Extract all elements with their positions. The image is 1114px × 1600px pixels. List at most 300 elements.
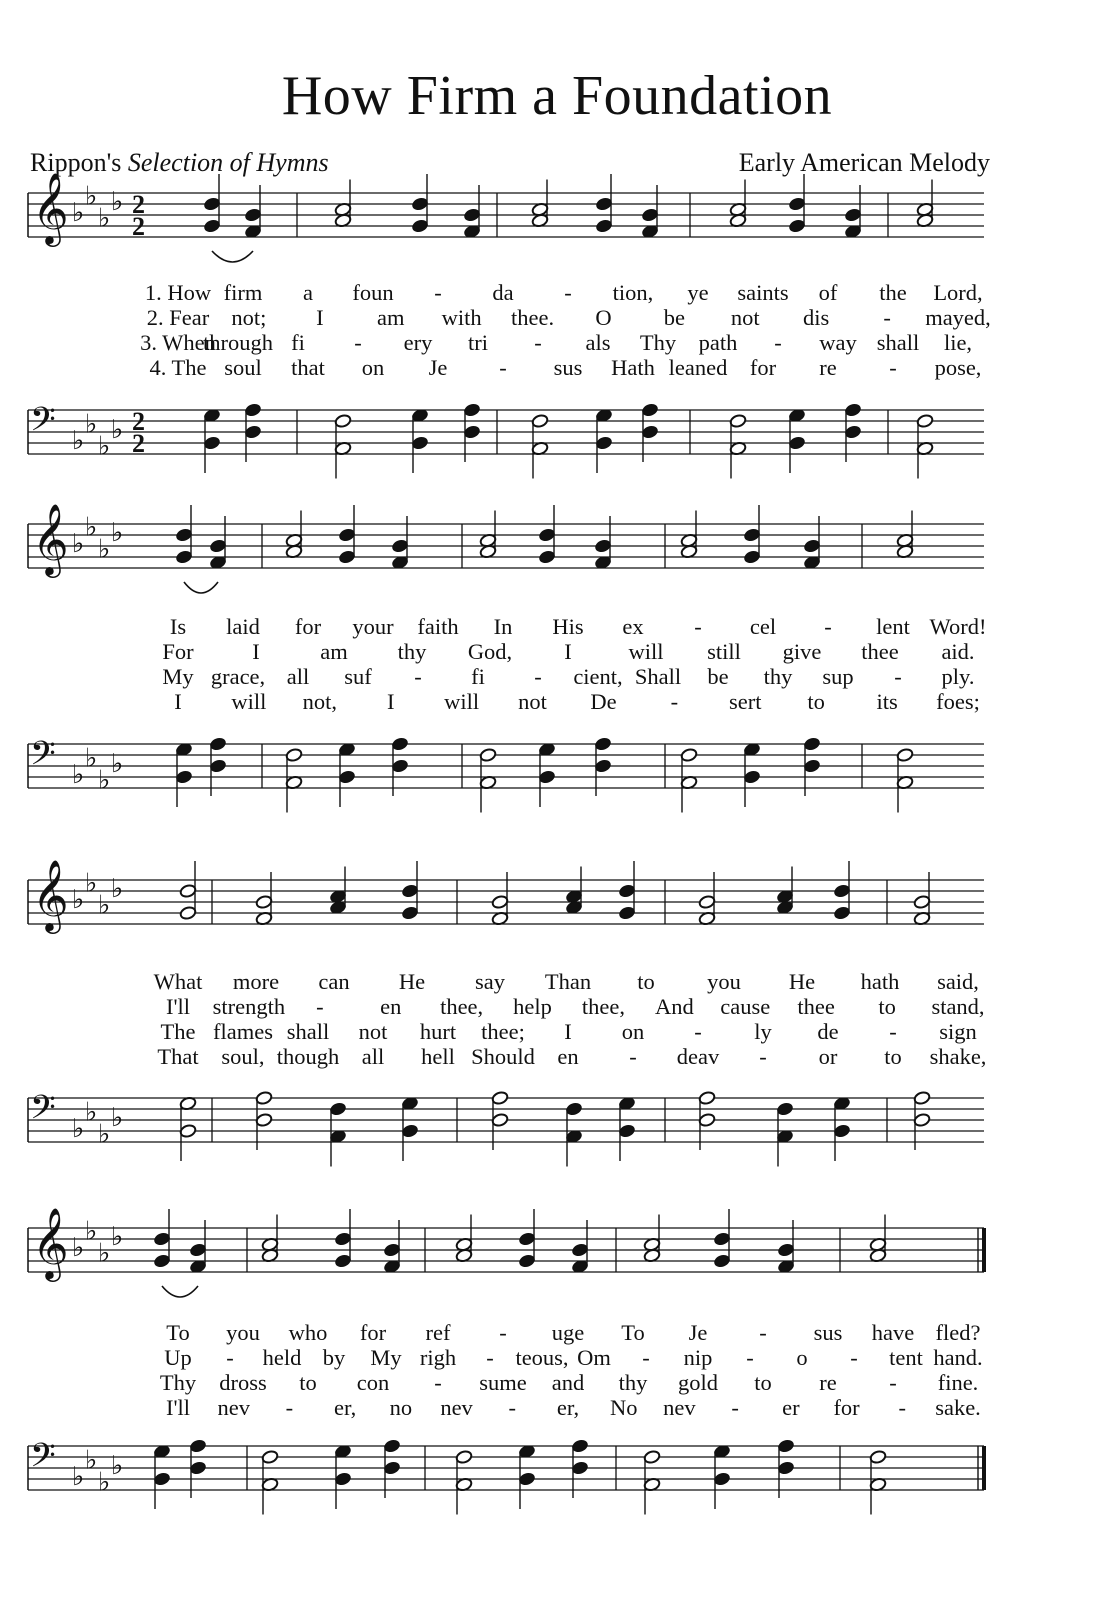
bass-note (698, 1091, 716, 1106)
bass-note (189, 1439, 207, 1454)
treble-note (491, 895, 509, 910)
lyric-syllable: - (629, 1044, 637, 1069)
words-credit-author: Rippon's (30, 148, 122, 177)
lyric-syllable: ye (687, 280, 709, 305)
lyric-syllable: ly (754, 1019, 772, 1044)
lyric-syllable: - (889, 1019, 897, 1044)
lyric-syllable: Thy (159, 1370, 197, 1395)
lyric-syllable: cause (720, 994, 771, 1019)
flat-icon: ♭ (98, 890, 111, 921)
bass-note (571, 1439, 589, 1454)
lyric-syllable: - (414, 664, 422, 689)
lyric-syllable: am (376, 305, 405, 330)
lyric-syllable: not; (231, 305, 267, 330)
treble-clef-icon: 𝄞 (32, 1206, 69, 1279)
lyric-syllable: I (316, 305, 324, 330)
lyric-syllable: suf (344, 664, 372, 689)
time-signature-top: 2 (132, 407, 145, 436)
lyric-syllable: - (534, 330, 542, 355)
lyric-syllable: ery (403, 330, 433, 355)
lyric-syllable: nev (217, 1395, 250, 1420)
final-barline-thick (982, 1228, 986, 1272)
bass-note (788, 436, 806, 451)
lyric-syllable: Is (169, 614, 187, 639)
lyric-syllable: will (444, 689, 480, 714)
lyric-syllable: not, (302, 689, 338, 714)
flat-icon: ♭ (111, 415, 124, 445)
lyric-syllable: - (746, 1345, 754, 1370)
lyric-syllable: He (398, 969, 426, 994)
lyric-syllable: sign (939, 1019, 977, 1044)
lyric-syllable: to (754, 1370, 772, 1395)
lyric-syllable: als (585, 330, 611, 355)
lyric-syllable: o (796, 1345, 808, 1370)
lyric-syllable: thy (763, 664, 793, 689)
final-barline-thick (982, 1446, 986, 1490)
bass-note (189, 1461, 207, 1476)
bass-note (896, 748, 914, 763)
lyric-syllable: have (871, 1320, 915, 1345)
lyric-syllable: for (294, 614, 322, 639)
lyric-syllable: foun (352, 280, 394, 305)
bass-note (538, 770, 556, 785)
lyric-syllable: No (609, 1395, 638, 1420)
lyric-syllable: - (564, 280, 572, 305)
flat-icon: ♭ (72, 760, 85, 790)
lyric-syllable: for (359, 1320, 387, 1345)
lyric-syllable: - (889, 1370, 897, 1395)
lyric-syllable: aid. (941, 639, 975, 664)
lyric-syllable: - (731, 1395, 739, 1420)
bass-note (401, 1124, 419, 1139)
lyric-syllable: stand, (931, 994, 985, 1019)
lyric-syllable: will (231, 689, 267, 714)
lyric-syllable: be (663, 305, 685, 330)
bass-note (531, 414, 549, 429)
lyric-syllable: by (322, 1345, 346, 1370)
flat-icon: ♭ (98, 431, 111, 462)
lyric-syllable: your (352, 614, 394, 639)
lyric-syllable: its (876, 689, 898, 714)
flat-icon: ♭ (85, 868, 98, 899)
lyric-syllable: way (819, 330, 857, 355)
lyric-syllable: To (621, 1320, 645, 1345)
treble-note (833, 884, 851, 899)
lyric-syllable: pose, (934, 355, 982, 380)
lyric-syllable: - (434, 1370, 442, 1395)
lyric-syllable: thy (397, 639, 427, 664)
lyric-syllable: fi (471, 664, 485, 689)
lyric-syllable: en (557, 1044, 579, 1069)
lyric-syllable: - (824, 614, 832, 639)
bass-clef-icon: 𝄢 (30, 735, 56, 781)
lyric-syllable: laid (226, 614, 260, 639)
lyric-syllable: saints (737, 280, 789, 305)
lyric-syllable: nev (663, 1395, 696, 1420)
bass-note (391, 737, 409, 752)
bass-note (209, 737, 227, 752)
lyric-syllable: path (698, 330, 738, 355)
lyric-syllable: con (356, 1370, 390, 1395)
lyric-syllable: give (782, 639, 822, 664)
lyric-syllable: sume (479, 1370, 527, 1395)
flat-icon: ♭ (111, 1451, 124, 1481)
treble-clef-icon: 𝄞 (32, 502, 69, 575)
bass-note (455, 1450, 473, 1465)
lyric-syllable: 1. How (144, 280, 212, 305)
flat-icon: ♭ (85, 181, 98, 212)
lyric-syllable: - (898, 1395, 907, 1420)
lyric-syllable: Om (577, 1345, 611, 1370)
treble-note (538, 550, 556, 565)
flat-icon: ♭ (111, 749, 124, 779)
lyric-syllable: - (434, 280, 442, 305)
bass-note (643, 1450, 661, 1465)
lyric-syllable: not (518, 689, 547, 714)
lyric-syllable: sus (553, 355, 583, 380)
lyric-syllable: hand. (933, 1345, 983, 1370)
bass-note (463, 403, 481, 418)
lyric-syllable: re (819, 1370, 837, 1395)
lyric-syllable: What (153, 969, 203, 994)
lyric-syllable: - (889, 355, 897, 380)
bass-note (203, 436, 221, 451)
bass-note (680, 748, 698, 763)
treble-note (698, 895, 716, 910)
lyric-syllable: grace, (210, 664, 266, 689)
treble-note (411, 197, 429, 212)
lyric-syllable: and (551, 1370, 585, 1395)
bass-note (844, 403, 862, 418)
treble-note (743, 528, 761, 543)
lyric-syllable: flames (213, 1019, 273, 1044)
lyric-syllable: soul (224, 355, 262, 380)
bass-note (179, 1124, 197, 1139)
lyric-syllable: - (694, 1019, 702, 1044)
lyric-syllable: the (879, 280, 907, 305)
lyric-syllable: lent (876, 614, 910, 639)
bass-note (595, 436, 613, 451)
lyric-syllable: thy (618, 1370, 648, 1395)
lyric-syllable: to (878, 994, 896, 1019)
music-credit: Early American Melody (738, 148, 990, 177)
lyric-syllable: nip (683, 1345, 713, 1370)
lyric-syllable: more (232, 969, 280, 994)
lyric-syllable: with (441, 305, 482, 330)
flat-icon: ♭ (111, 1222, 124, 1252)
treble-note (713, 1254, 731, 1269)
lyric-syllable: help (513, 994, 552, 1019)
flat-icon: ♭ (85, 1216, 98, 1247)
treble-note (571, 1243, 589, 1258)
lyric-syllable: hurt (419, 1019, 457, 1044)
lyric-syllable: on (361, 355, 385, 380)
lyric-syllable: dis (803, 305, 830, 330)
flat-icon: ♭ (72, 1233, 85, 1263)
lyric-syllable: faith (417, 614, 459, 639)
lyric-syllable: - (774, 330, 782, 355)
flat-icon: ♭ (98, 534, 111, 565)
lyric-syllable: leaned (668, 355, 728, 380)
lyric-syllable: de (817, 1019, 839, 1044)
slur (162, 1286, 198, 1297)
lyric-syllable: a (303, 280, 313, 305)
bass-note (913, 1113, 931, 1128)
treble-note (538, 528, 556, 543)
lyric-syllable: - (499, 1320, 507, 1345)
treble-note (179, 884, 197, 899)
lyric-syllable: tent (889, 1345, 923, 1370)
lyric-syllable: dross (219, 1370, 267, 1395)
treble-note (777, 1243, 795, 1258)
flat-icon: ♭ (72, 885, 85, 915)
flat-icon: ♭ (72, 1114, 85, 1144)
lyric-syllable: hath (860, 969, 900, 994)
lyric-syllable: - (499, 355, 507, 380)
lyric-syllable: ex (622, 614, 644, 639)
lyric-syllable: - (883, 305, 891, 330)
lyric-syllable: shake, (929, 1044, 987, 1069)
flat-icon: ♭ (98, 1119, 111, 1150)
treble-note (844, 208, 862, 223)
treble-note (803, 539, 821, 554)
lyric-syllable: - (894, 664, 902, 689)
bass-note (844, 425, 862, 440)
lyric-syllable: gold (677, 1370, 719, 1395)
treble-note (411, 219, 429, 234)
lyric-syllable: - (226, 1345, 234, 1370)
treble-note (391, 539, 409, 554)
lyric-syllable: though (276, 1044, 340, 1069)
lyric-syllable: 2. Fear (146, 305, 210, 330)
lyric-syllable: thee (861, 639, 899, 664)
lyric-syllable: fled? (935, 1320, 981, 1345)
treble-note (383, 1243, 401, 1258)
lyric-syllable: - (534, 664, 542, 689)
lyric-syllable: through (203, 330, 273, 355)
lyric-syllable: In (493, 614, 513, 639)
bass-note (803, 759, 821, 774)
bass-note (729, 414, 747, 429)
flat-icon: ♭ (72, 198, 85, 228)
flat-icon: ♭ (72, 1462, 85, 1492)
lyric-syllable: not (730, 305, 760, 330)
lyric-syllable: or (818, 1044, 838, 1069)
lyric-syllable: lie, (943, 330, 973, 355)
lyric-syllable: Than (544, 969, 592, 994)
lyric-syllable: tion, (612, 280, 654, 305)
bass-note (571, 1461, 589, 1476)
lyric-syllable: Word! (929, 614, 987, 639)
lyric-syllable: My (370, 1345, 402, 1370)
lyric-syllable: God, (467, 639, 513, 664)
lyric-syllable: ply. (941, 664, 975, 689)
lyric-syllable: 4. The (149, 355, 207, 380)
lyric-syllable: thee. (510, 305, 555, 330)
treble-note (713, 1232, 731, 1247)
treble-note (463, 208, 481, 223)
treble-note (518, 1254, 536, 1269)
lyric-syllable: sus (813, 1320, 843, 1345)
lyric-syllable: Je (428, 355, 448, 380)
lyric-syllable: that (291, 355, 325, 380)
lyric-syllable: Shall (634, 664, 682, 689)
lyric-syllable: still (707, 639, 741, 664)
flat-icon: ♭ (111, 1103, 124, 1133)
lyric-syllable: ref (425, 1320, 451, 1345)
treble-note (595, 219, 613, 234)
lyric-syllable: not (358, 1019, 388, 1044)
flat-icon: ♭ (98, 1467, 111, 1498)
lyric-syllable: thee (797, 994, 835, 1019)
lyric-syllable: I (252, 639, 260, 664)
lyric-syllable: I (174, 689, 182, 714)
treble-note (833, 906, 851, 921)
treble-note (518, 1232, 536, 1247)
lyric-syllable: be (707, 664, 729, 689)
lyric-syllable: you (226, 1320, 260, 1345)
bass-clef-icon: 𝄢 (30, 1437, 56, 1483)
bass-note (491, 1091, 509, 1106)
lyric-syllable: thee; (481, 1019, 525, 1044)
treble-note (401, 906, 419, 921)
lyric-syllable: Hath (611, 355, 655, 380)
bass-note (713, 1472, 731, 1487)
treble-note (618, 906, 636, 921)
bass-note (244, 425, 262, 440)
bass-note (244, 403, 262, 418)
lyric-syllable: er, (556, 1395, 580, 1420)
bass-note (777, 1439, 795, 1454)
treble-note (175, 550, 193, 565)
lyric-syllable: deav (676, 1044, 720, 1069)
lyric-syllable: teous, (515, 1345, 569, 1370)
lyric-syllable: of (818, 280, 838, 305)
lyric-syllable: I'll (165, 994, 191, 1019)
bass-note (743, 770, 761, 785)
lyric-syllable: And (654, 994, 694, 1019)
time-signature-top: 2 (132, 190, 145, 219)
flat-icon: ♭ (111, 187, 124, 217)
words-credit-source: Selection of Hymns (127, 148, 329, 177)
lyric-syllable: for (749, 355, 777, 380)
treble-note (203, 197, 221, 212)
bass-note (833, 1124, 851, 1139)
bass-note (391, 759, 409, 774)
lyric-syllable: am (320, 639, 348, 664)
lyric-syllable: To (166, 1320, 190, 1345)
lyric-syllable: nev (440, 1395, 473, 1420)
lyric-syllable: - (694, 614, 702, 639)
bass-note (491, 1113, 509, 1128)
bass-note (518, 1472, 536, 1487)
treble-note (179, 906, 197, 921)
slur (212, 251, 253, 262)
lyric-syllable: soul, (221, 1044, 265, 1069)
slur (184, 582, 218, 593)
lyric-syllable: thee, (581, 994, 626, 1019)
time-signature-bottom: 2 (132, 212, 145, 241)
lyric-syllable: fi (291, 330, 305, 355)
treble-note (209, 539, 227, 554)
lyric-syllable: for (833, 1395, 860, 1420)
lyric-syllable: - (285, 1395, 294, 1420)
flat-icon: ♭ (85, 512, 98, 543)
flat-icon: ♭ (98, 1238, 111, 1269)
flat-icon: ♭ (111, 518, 124, 548)
lyric-syllable: Lord, (933, 280, 983, 305)
lyric-syllable: sert (729, 689, 762, 714)
lyric-syllable: - (642, 1345, 650, 1370)
treble-note (203, 219, 221, 234)
bass-note (913, 1091, 931, 1106)
lyric-syllable: I (564, 639, 572, 664)
lyric-syllable: can (318, 969, 350, 994)
lyric-syllable: - (850, 1345, 858, 1370)
lyric-syllable: Should (471, 1044, 535, 1069)
bass-note (803, 737, 821, 752)
lyric-syllable: mayed, (925, 305, 991, 330)
treble-note (175, 528, 193, 543)
lyric-syllable: say (475, 969, 505, 994)
lyric-syllable: cient, (573, 664, 623, 689)
bass-note (255, 1091, 273, 1106)
treble-clef-icon: 𝄞 (32, 171, 69, 244)
treble-note (334, 1254, 352, 1269)
treble-note (244, 208, 262, 223)
lyric-syllable: Up (164, 1345, 192, 1370)
bass-note (285, 748, 303, 763)
lyric-syllable: righ (419, 1345, 457, 1370)
lyric-syllable: da (492, 280, 514, 305)
lyric-syllable: thee, (440, 994, 484, 1019)
bass-note (255, 1113, 273, 1128)
bass-note (411, 436, 429, 451)
bass-note (261, 1450, 279, 1465)
lyric-syllable: - (354, 330, 362, 355)
bass-note (916, 414, 934, 429)
treble-note (334, 1232, 352, 1247)
bass-note (869, 1450, 887, 1465)
lyric-syllable: I'll (165, 1395, 191, 1420)
lyric-syllable: on (621, 1019, 645, 1044)
lyric-syllable: re (819, 355, 837, 380)
treble-clef-icon: 𝄞 (32, 858, 69, 931)
lyric-syllable: will (628, 639, 664, 664)
lyric-syllable: His (552, 614, 584, 639)
treble-note (189, 1243, 207, 1258)
lyric-syllable: - (670, 689, 679, 714)
treble-note (788, 219, 806, 234)
lyric-syllable: en (380, 994, 402, 1019)
time-signature-bottom: 2 (132, 429, 145, 458)
flat-icon: ♭ (98, 203, 111, 234)
bass-note (329, 1102, 347, 1117)
treble-note (153, 1232, 171, 1247)
treble-note (788, 197, 806, 212)
lyric-syllable: to (884, 1044, 902, 1069)
flat-icon: ♭ (85, 1097, 98, 1128)
lyric-syllable: uge (551, 1320, 585, 1345)
treble-note (338, 528, 356, 543)
treble-note (618, 884, 636, 899)
treble-note (641, 208, 659, 223)
lyric-syllable: firm (223, 280, 263, 305)
bass-note (641, 425, 659, 440)
lyric-syllable: no (389, 1395, 413, 1420)
bass-note (338, 770, 356, 785)
bass-note (153, 1472, 171, 1487)
